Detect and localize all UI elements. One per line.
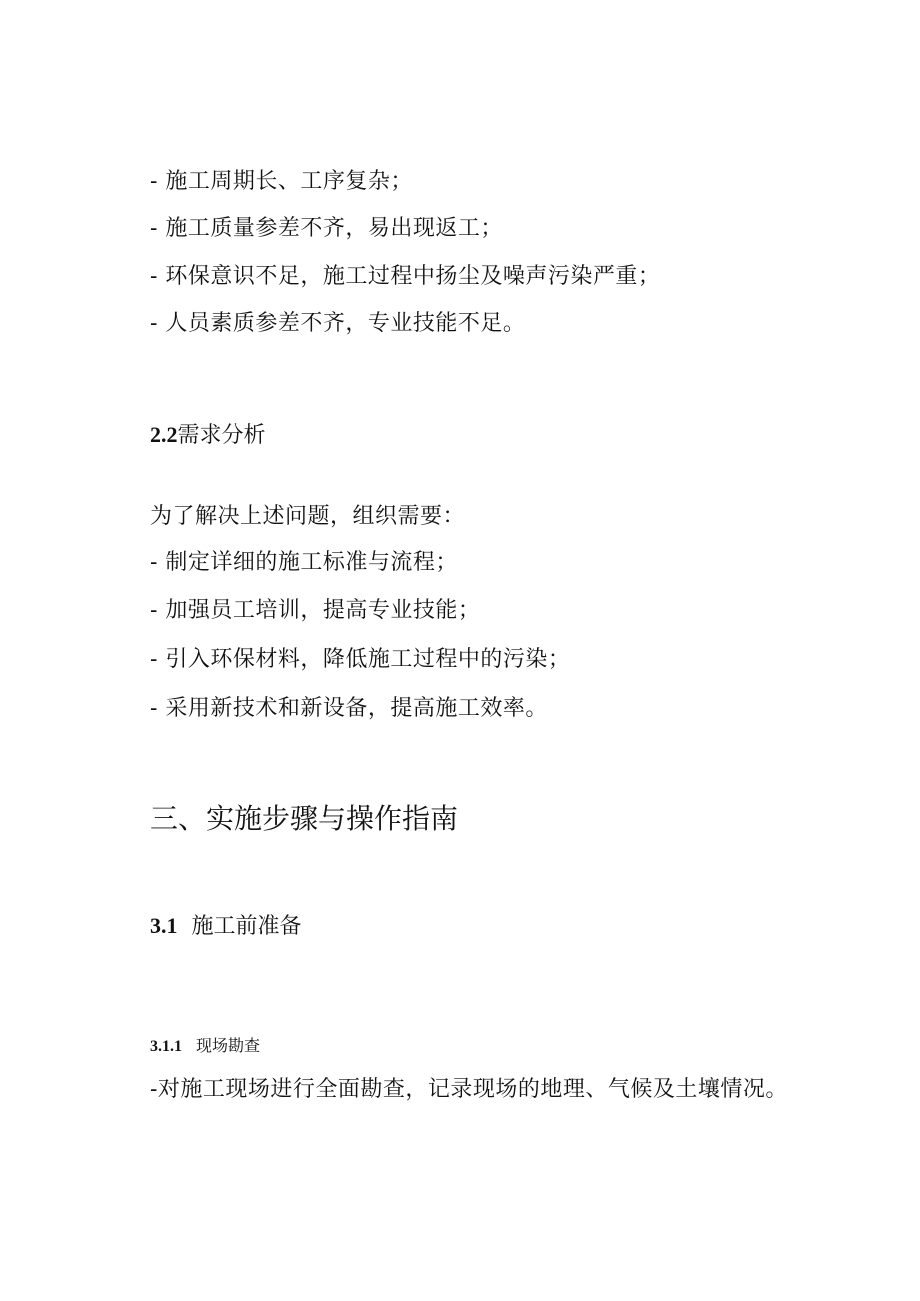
section-heading-2-2 xyxy=(150,420,266,451)
problem-item: - 人员素质参差不齐，专业技能不足。 xyxy=(150,311,526,336)
need-item: - 采用新技术和新设备，提高施工效率。 xyxy=(150,696,548,721)
survey-text: -对施工现场进行全面勘查，记录现场的地理、气候及土壤情况。 xyxy=(150,1077,788,1102)
problem-item: - 施工质量参差不齐，易出现返工； xyxy=(150,216,503,241)
section-title: 施工前准备 xyxy=(191,914,302,939)
section-number: 3.1 xyxy=(150,913,178,938)
needs-intro: 为了解决上述问题，组织需要： xyxy=(150,504,466,529)
problem-item: - 环保意识不足，施工过程中扬尘及噪声污染严重； xyxy=(150,264,661,289)
need-item: - 加强员工培训，提高专业技能； xyxy=(150,598,481,623)
need-item: - 引入环保材料，降低施工过程中的污染； xyxy=(150,647,571,672)
need-item: - 制定详细的施工标准与流程； xyxy=(150,550,458,575)
section-number: 2.2 xyxy=(150,422,178,447)
problem-item: - 施工周期长、工序复杂； xyxy=(150,169,413,194)
section-heading-3-1-1 xyxy=(150,1035,260,1058)
section-title: 需求分析 xyxy=(177,423,266,448)
section-number: 3.1.1 xyxy=(150,1038,182,1055)
chapter-heading-3: 三、实施步骤与操作指南 xyxy=(150,802,459,835)
section-title: 现场勘查 xyxy=(196,1036,261,1055)
section-heading-3-1 xyxy=(150,911,302,942)
